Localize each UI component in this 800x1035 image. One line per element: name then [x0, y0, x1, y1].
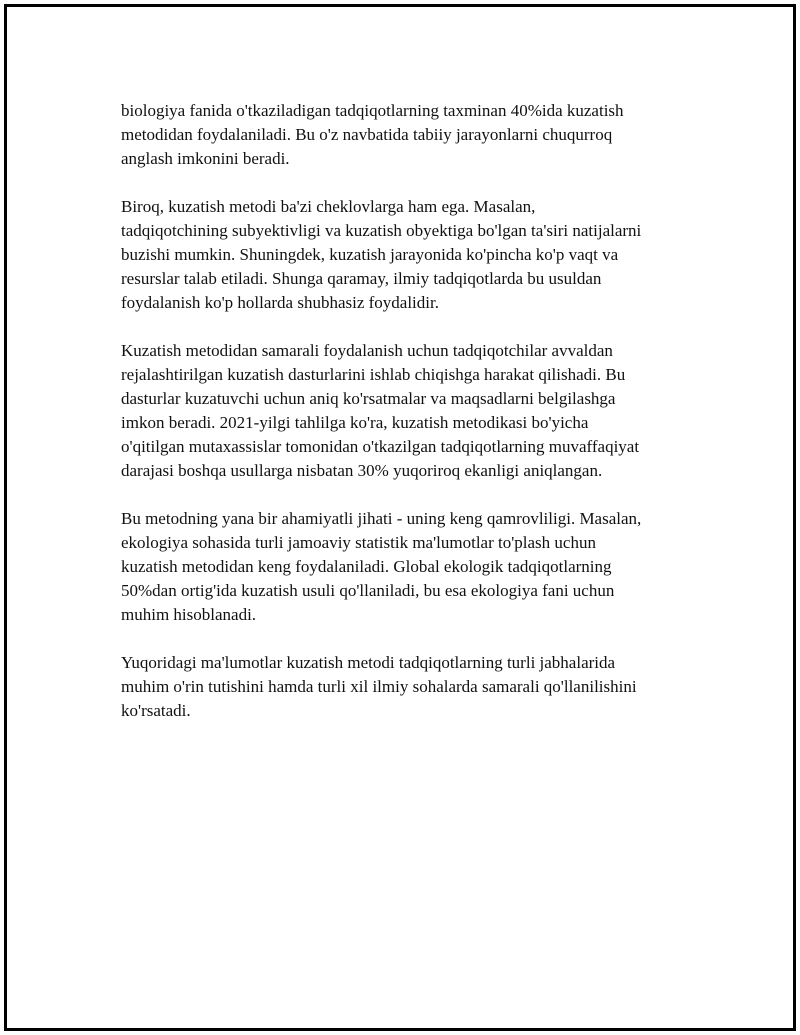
- paragraph-4: Bu metodning yana bir ahamiyatli jihati - uning keng qamrovliligi. Masalan, ekologiya sohasida turli jamoaviy statistik ma'lumotlar to'plash uchun kuzatish metodidan keng foydalaniladi. Global ekologik tadqiqotlarning 50%dan ortig'ida kuzatish usuli qo'llaniladi, bu esa ekologiya fani uchun muhim hisoblanadi.: [121, 509, 642, 624]
- paragraph-2: Biroq, kuzatish metodi ba'zi cheklovlarga ham ega. Masalan, tadqiqotchining subyektivligi va kuzatish obyektiga bo'lgan ta'siri natijalarni buzishi mumkin. Shuningdek, kuzatish jarayonida ko'pincha ko'p vaqt va resurslar talab etiladi. Shunga qaramay, ilmiy tadqiqotlarda bu usuldan foydalanish ko'p hollarda shubhasiz foydalidir.: [121, 197, 642, 312]
- paragraph-1: biologiya fanida o'tkaziladigan tadqiqotlarning taxminan 40%ida kuzatish metodidan foydalaniladi. Bu o'z navbatida tabiiy jarayonlarni chuqurroq anglash imkonini beradi.: [121, 101, 624, 168]
- paragraph-5: Yuqoridagi ma'lumotlar kuzatish metodi tadqiqotlarning turli jabhalarida muhim o'rin tutishini hamda turli xil ilmiy sohalarda samarali qo'llanilishini ko'rsatadi.: [121, 653, 637, 720]
- paragraph-3: Kuzatish metodidan samarali foydalanish uchun tadqiqotchilar avvaldan rejalashtirilgan kuzatish dasturlarini ishlab chiqishga harakat qilishadi. Bu dasturlar kuzatuvchi uchun aniq ko'rsatmalar va maqsadlarni belgilashga imkon beradi. 2021-yilgi tahlilga ko'ra, kuzatish metodikasi bo'yicha o'qitilgan mutaxassislar tomonidan o'tkazilgan tadqiqotlarning muvaffaqiyat darajasi boshqa usullarga nisbatan 30% yuqoriroq ekanligi aniqlangan.: [121, 341, 640, 480]
- page-frame: [4, 4, 796, 1031]
- document-body: [121, 99, 701, 747]
